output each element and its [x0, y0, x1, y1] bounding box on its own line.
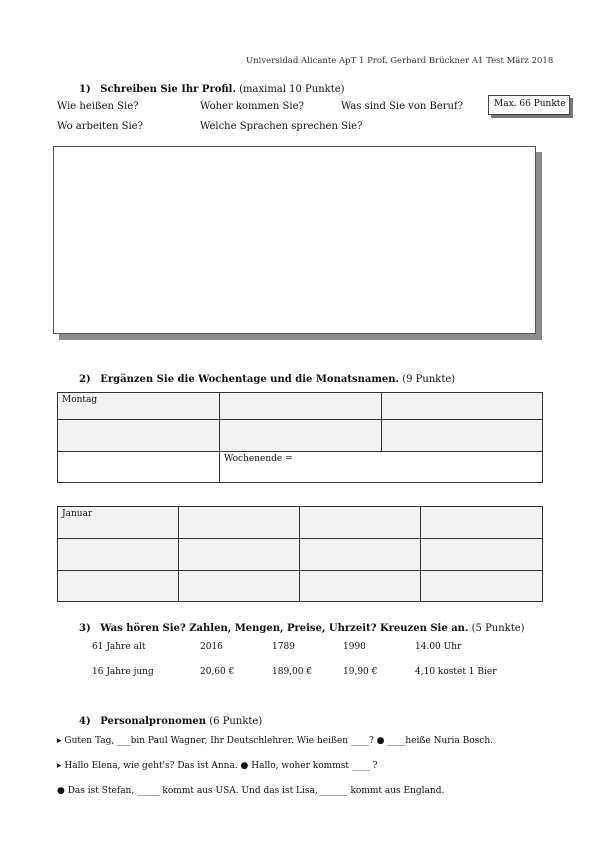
month-cell[interactable] — [179, 507, 300, 539]
option-item[interactable]: 189,00 € — [272, 667, 313, 677]
section4-heading — [79, 716, 262, 727]
section3-title: Was hören Sie? Zahlen, Mengen, Preise, Uhrzeit? Kreuzen Sie an. — [100, 623, 469, 634]
weekday-cell[interactable] — [220, 393, 382, 420]
question-name: Wie heißen Sie? — [57, 101, 139, 112]
option-item[interactable]: 2016 — [200, 642, 223, 652]
month-cell[interactable] — [58, 571, 179, 602]
month-cell[interactable] — [300, 571, 421, 602]
option-item[interactable]: 4,10 kostet 1 Bier — [415, 667, 497, 677]
month-cell[interactable] — [421, 571, 543, 602]
weekday-cell[interactable] — [58, 452, 220, 483]
question-languages: Welche Sprachen sprechen Sie? — [200, 121, 363, 132]
question-origin: Woher kommen Sie? — [200, 101, 304, 112]
option-item[interactable]: 19,90 € — [343, 667, 378, 677]
max-points-box: Max. 66 Punkte — [488, 95, 570, 115]
option-item[interactable]: 20,60 € — [200, 667, 235, 677]
weekend-cell: Wochenende = — [220, 452, 543, 483]
month-cell[interactable] — [421, 507, 543, 539]
section4-points: (6 Punkte) — [209, 716, 263, 727]
pronoun-exercise-line[interactable]: ▸ Hallo Elena, wie geht's? Das ist Anna. ● Hallo, woher kommst ____ ? — [57, 761, 378, 771]
section3-number: 3) — [79, 623, 91, 634]
section1-points: (maximal 10 Punkte) — [239, 84, 345, 95]
document-header: Universidad Alicante ApT 1 Prof. Gerhard Brückner A1 Test März 2018 — [246, 56, 554, 66]
pronoun-exercise-line[interactable]: ▸ Guten Tag, ___bin Paul Wagner, Ihr Deutschlehrer. Wie heißen ____? ● ____heiße Nuria Bosch. — [57, 736, 493, 746]
section2-points: (9 Punkte) — [402, 374, 456, 385]
section2-heading — [79, 374, 455, 385]
section1-number: 1) — [79, 84, 91, 95]
weekday-cell[interactable] — [382, 420, 543, 452]
weekday-cell[interactable] — [220, 420, 382, 452]
weekday-cell: Montag — [58, 393, 220, 420]
option-item[interactable]: 16 Jahre jung — [92, 667, 154, 677]
profile-answer-box[interactable] — [53, 146, 536, 334]
pronoun-exercise-line[interactable]: ● Das ist Stefan, _____ kommt aus USA. Und das ist Lisa, ______ kommt aus England. — [57, 786, 445, 796]
section2-title: Ergänzen Sie die Wochentage und die Monatsnamen. — [100, 374, 400, 385]
section1-heading — [79, 84, 345, 95]
section4-number: 4) — [79, 716, 91, 727]
section1-title: Schreiben Sie Ihr Profil. — [100, 84, 236, 95]
weekday-table — [57, 392, 543, 483]
option-item[interactable]: 1789 — [272, 642, 295, 652]
weekday-cell[interactable] — [382, 393, 543, 420]
month-cell[interactable] — [179, 539, 300, 571]
question-workplace: Wo arbeiten Sie? — [57, 121, 143, 132]
month-cell[interactable] — [421, 539, 543, 571]
month-cell[interactable] — [58, 539, 179, 571]
section3-points: (5 Punkte) — [471, 623, 525, 634]
section3-heading — [79, 623, 525, 634]
section4-title: Personalpronomen — [100, 716, 207, 727]
question-profession: Was sind Sie von Beruf? — [341, 101, 464, 112]
month-cell[interactable] — [300, 539, 421, 571]
section2-number: 2) — [79, 374, 91, 385]
option-item[interactable]: 1990 — [343, 642, 366, 652]
weekday-cell[interactable] — [58, 420, 220, 452]
month-cell[interactable] — [300, 507, 421, 539]
option-item[interactable]: 61 Jahre alt — [92, 642, 146, 652]
option-item[interactable]: 14.00 Uhr — [415, 642, 462, 652]
month-cell: Januar — [58, 507, 179, 539]
month-cell[interactable] — [179, 571, 300, 602]
month-table — [57, 506, 543, 602]
